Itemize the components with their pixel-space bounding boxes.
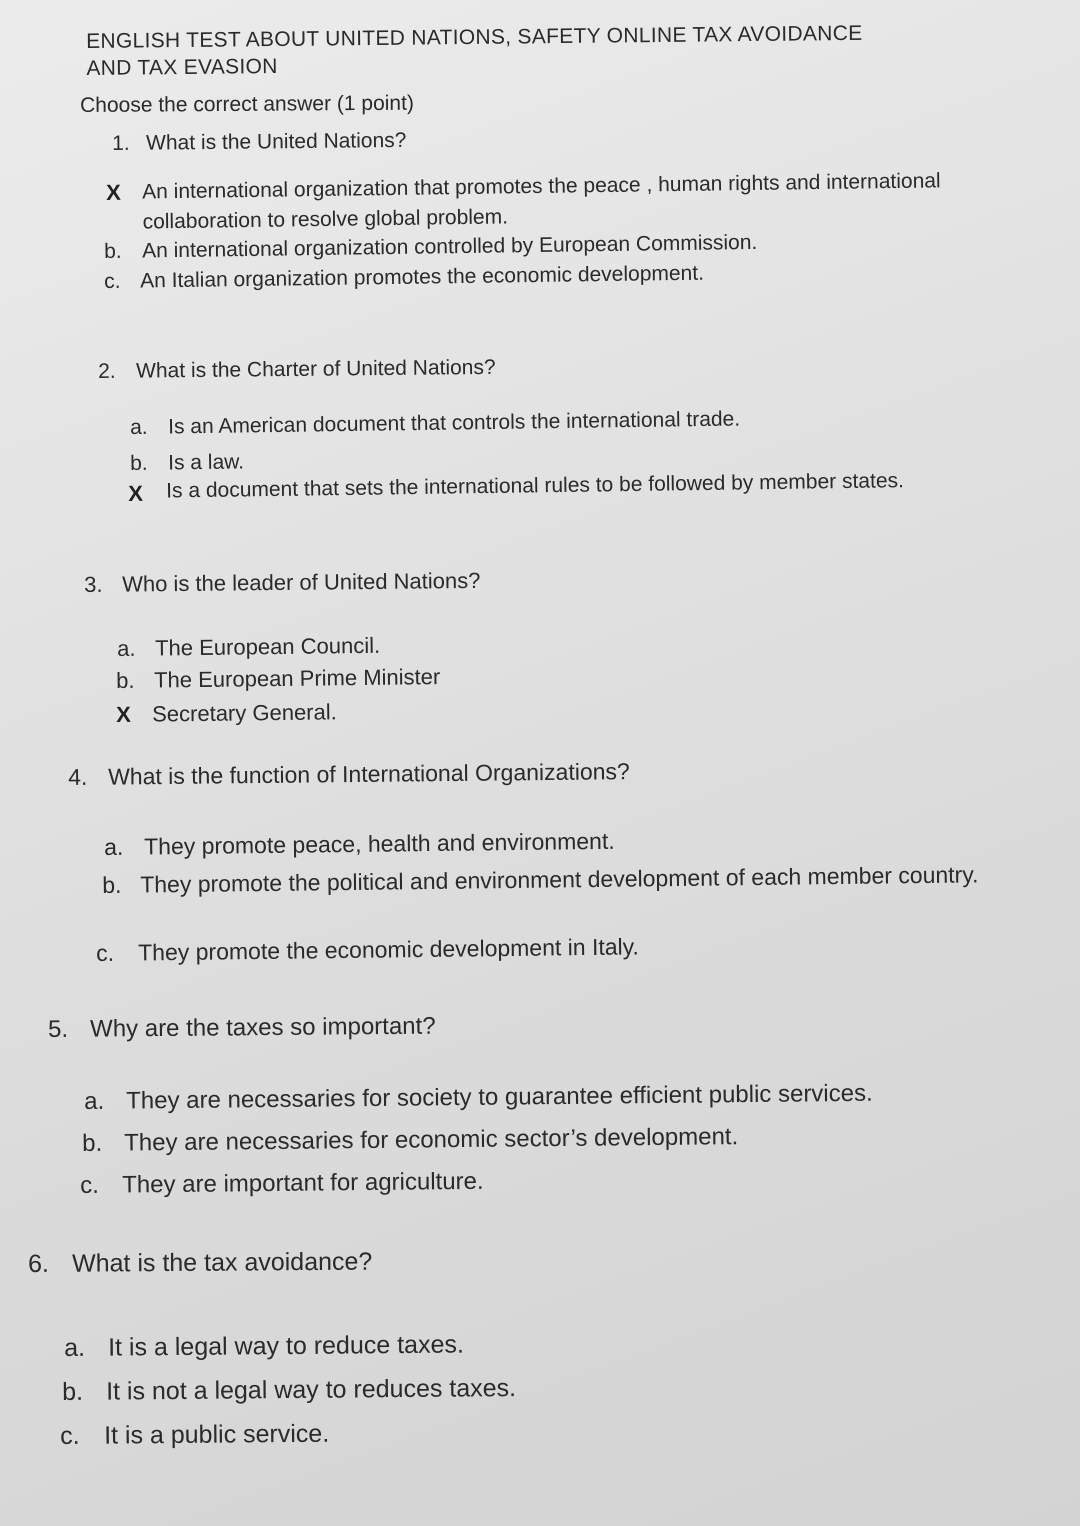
question-2 [98,356,496,384]
option-letter: b. [102,871,122,898]
option-letter: a. [104,833,124,860]
option-letter: c. [96,939,115,966]
question-6-option-a [64,1331,464,1363]
question-6 [28,1248,372,1279]
option-letter: b. [130,451,148,475]
option-letter: b. [116,667,135,693]
question-5-option-b [82,1123,738,1158]
question-label: What is the Charter of United Nations? [135,355,496,383]
question-number: 1. [112,131,130,155]
answer-x-mark: X [116,701,131,727]
answer-x-mark: X [106,179,122,205]
option-text: An international organization that promotes the peace , human rights and international collaboration to resolve global problem. [142,169,941,234]
option-text: They promote the political and environment development of each member country. [140,861,979,898]
question-number: 6. [28,1249,50,1278]
option-text: They promote peace, health and environment. [143,827,615,860]
question-label: What is the function of International Organizations? [107,758,630,790]
question-1-option-a [104,166,943,238]
question-4-option-b [102,855,1040,904]
question-1-text [112,129,407,156]
option-text: It is a legal way to reduce taxes. [107,1330,464,1362]
question-2-option-b [130,450,244,476]
question-3 [84,568,481,598]
question-label: Who is the leader of United Nations? [121,567,481,597]
option-letter: c. [60,1421,80,1450]
option-text: They promote the economic development in Italy. [137,933,640,966]
option-letter: c. [104,269,121,293]
question-5 [48,1013,436,1044]
test-title [86,20,863,82]
question-2-option-a [130,407,740,440]
question-3-option-a [117,633,380,662]
option-letter: a. [130,415,148,439]
question-3-option-b [116,664,440,694]
title-line-2: AND TAX EVASION [86,54,278,80]
option-text: Is an American document that controls the international trade. [167,407,741,439]
option-text: The European Prime Minister [153,664,441,693]
question-4-option-a [104,828,615,861]
option-letter: a. [84,1087,105,1115]
question-5-option-c [80,1168,484,1200]
question-1-option-c [104,262,704,294]
option-text: It is not a legal way to reduces taxes. [105,1374,517,1406]
question-1 [112,129,407,156]
question-label: Why are the taxes so important? [89,1012,436,1043]
option-text: Is a law. [167,450,245,475]
question-3-option-c [116,699,337,728]
question-2-option-c [128,464,996,508]
question-number: 4. [68,763,88,790]
option-letter: a. [64,1333,86,1362]
option-letter: b. [104,239,122,263]
question-4 [68,758,630,791]
option-text: An international organization controlled by European Commission. [141,230,758,263]
question-number: 2. [98,359,116,383]
question-label: What is the tax avoidance? [71,1247,373,1278]
question-number: 3. [84,571,103,597]
option-text: They are important for agriculture. [121,1167,484,1199]
question-label: What is the United Nations? [145,128,407,155]
question-6-option-b [62,1374,516,1407]
option-text: Is a document that sets the international rules to be followed by member states. [166,469,905,503]
option-text: It is a public service. [103,1419,330,1450]
option-text: They are necessaries for economic sector’s development. [123,1123,739,1157]
option-letter: b. [82,1129,103,1157]
option-text: An Italian organization promotes the economic development. [139,261,705,293]
option-text: They are necessaries for society to guarantee efficient public services. [125,1079,873,1115]
option-letter: a. [117,635,136,661]
answer-x-mark: X [128,480,144,506]
option-text: The European Council. [154,632,381,661]
option-text: Secretary General. [151,699,337,727]
question-6-option-c [60,1420,329,1451]
option-letter: c. [80,1171,99,1199]
question-number: 5. [48,1015,69,1043]
option-letter: b. [62,1377,84,1406]
question-4-option-c [96,933,639,967]
instructions: Choose the correct answer (1 point) [80,91,414,117]
question-5-option-a [84,1080,873,1116]
title-line-1: ENGLISH TEST ABOUT UNITED NATIONS, SAFETY ONLINE TAX AVOIDANCE [86,21,863,53]
